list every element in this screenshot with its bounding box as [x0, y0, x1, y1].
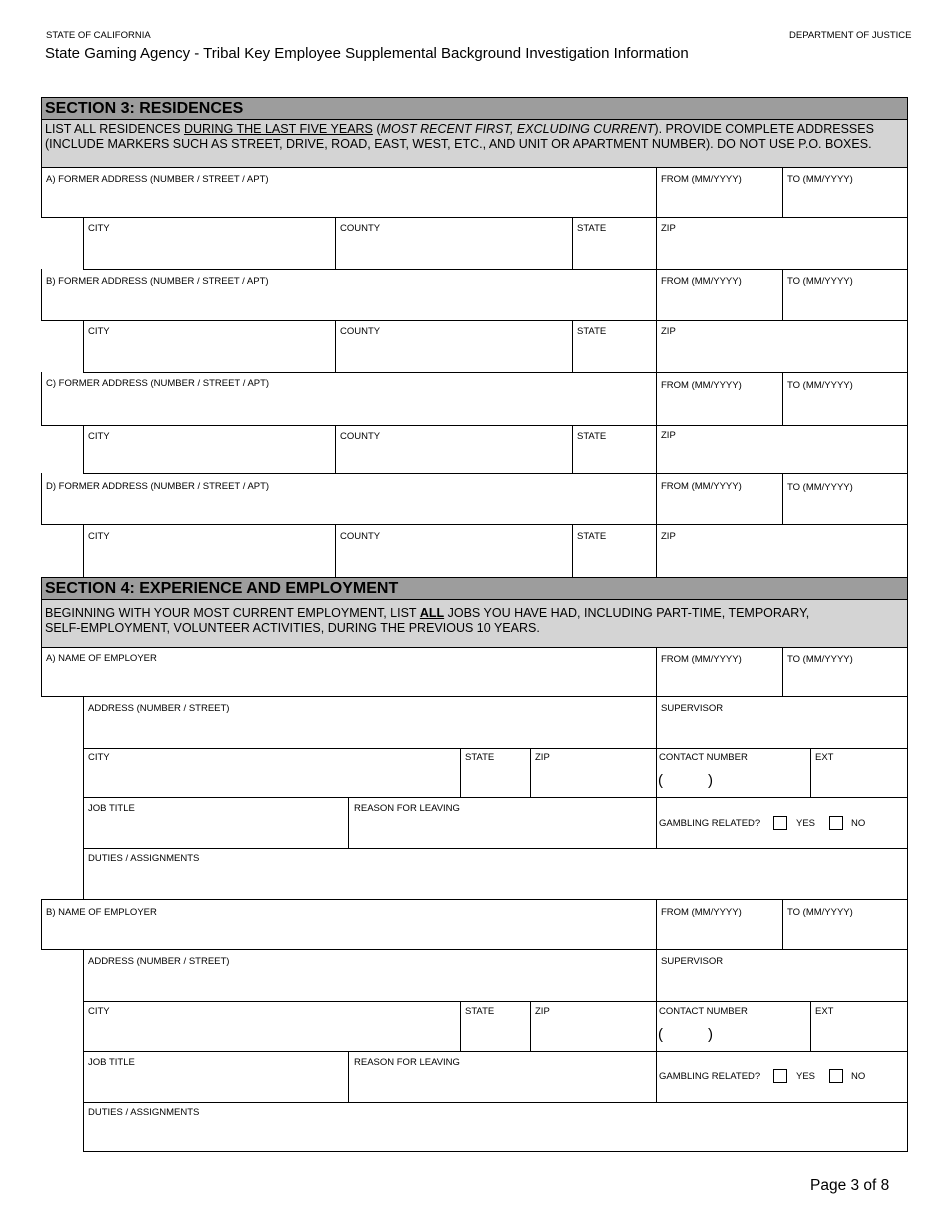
- emp-a-paren-close: ): [708, 772, 713, 789]
- emp-b-ext-label: EXT: [815, 1006, 834, 1017]
- emp-b-no-label: NO: [851, 1071, 866, 1082]
- res-a-state-label: STATE: [577, 223, 607, 234]
- emp-b-contact-label: CONTACT NUMBER: [659, 1006, 748, 1017]
- res-c-zip-label: ZIP: [661, 430, 676, 441]
- emp-a-contact-label: CONTACT NUMBER: [659, 752, 748, 763]
- emp-b-state-label: STATE: [465, 1006, 495, 1017]
- res-c-address-label: C) FORMER ADDRESS (NUMBER / STREET / APT): [46, 378, 270, 389]
- res-d-from-label: FROM (MM/YYYY): [661, 481, 742, 492]
- emp-b-job-title-label: JOB TITLE: [88, 1057, 135, 1068]
- res-d-city-label: CITY: [88, 531, 110, 542]
- res-c-to-label: TO (MM/YYYY): [787, 380, 853, 391]
- emp-b-paren-open: (: [658, 1026, 663, 1043]
- emp-b-duties-label: DUTIES / ASSIGNMENTS: [88, 1107, 200, 1118]
- emp-a-duties-label: DUTIES / ASSIGNMENTS: [88, 853, 200, 864]
- res-b-city-label: CITY: [88, 326, 110, 337]
- res-d-to-label: TO (MM/YYYY): [787, 482, 853, 493]
- res-c-state-label: STATE: [577, 431, 607, 442]
- section4-instructions: BEGINNING WITH YOUR MOST CURRENT EMPLOYMENT, LIST ALL JOBS YOU HAVE HAD, INCLUDING PART-TIME, TEMPORARY, SELF-EMPLOYMENT, VOLUNTEER ACTIVITIES, DURING THE PREVIOUS 10 YEARS.: [41, 600, 908, 647]
- res-b-address-label: B) FORMER ADDRESS (NUMBER / STREET / APT): [46, 276, 269, 287]
- section3-instructions: LIST ALL RESIDENCES DURING THE LAST FIVE YEARS (MOST RECENT FIRST, EXCLUDING CURRENT). PROVIDE COMPLETE ADDRESSES (INCLUDE MARKERS SUCH AS STREET, DRIVE, ROAD, EAST, WEST, ETC., AND UNIT OR APARTMENT NUMBER). DO NOT USE P.O. BOXES.: [41, 120, 908, 167]
- emp-b-gambling-no-checkbox[interactable]: [829, 1069, 843, 1083]
- res-d-county-label: COUNTY: [340, 531, 381, 542]
- emp-a-name-label: A) NAME OF EMPLOYER: [46, 653, 157, 664]
- page-number: Page 3 of 8: [810, 1177, 890, 1194]
- emp-a-address-label: ADDRESS (NUMBER / STREET): [88, 703, 230, 714]
- emp-a-ext-label: EXT: [815, 752, 834, 763]
- emp-b-to-label: TO (MM/YYYY): [787, 907, 853, 918]
- res-b-from-label: FROM (MM/YYYY): [661, 276, 742, 287]
- emp-a-zip-label: ZIP: [535, 752, 550, 763]
- res-a-city-label: CITY: [88, 223, 110, 234]
- emp-a-paren-open: (: [658, 772, 663, 789]
- res-d-state-label: STATE: [577, 531, 607, 542]
- emp-b-gambling-yes-checkbox[interactable]: [773, 1069, 787, 1083]
- emp-a-gambling-no-checkbox[interactable]: [829, 816, 843, 830]
- res-a-from-label: FROM (MM/YYYY): [661, 174, 742, 185]
- res-a-address-label: A) FORMER ADDRESS (NUMBER / STREET / APT): [46, 174, 269, 185]
- emp-b-name-label: B) NAME OF EMPLOYER: [46, 907, 157, 918]
- emp-b-reason-label: REASON FOR LEAVING: [354, 1057, 460, 1068]
- emp-b-supervisor-label: SUPERVISOR: [661, 956, 724, 967]
- emp-a-no-label: NO: [851, 818, 866, 829]
- section4-heading: SECTION 4: EXPERIENCE AND EMPLOYMENT: [41, 577, 908, 600]
- emp-a-to-label: TO (MM/YYYY): [787, 654, 853, 665]
- res-b-to-label: TO (MM/YYYY): [787, 276, 853, 287]
- res-a-to-label: TO (MM/YYYY): [787, 174, 853, 185]
- res-d-zip-label: ZIP: [661, 531, 676, 542]
- res-d-address-label: D) FORMER ADDRESS (NUMBER / STREET / APT): [46, 481, 270, 492]
- department-label: DEPARTMENT OF JUSTICE: [789, 30, 912, 41]
- emp-b-paren-close: ): [708, 1026, 713, 1043]
- emp-a-reason-label: REASON FOR LEAVING: [354, 803, 460, 814]
- form-title: State Gaming Agency - Tribal Key Employee Supplemental Background Investigation Information: [45, 45, 689, 62]
- res-c-county-label: COUNTY: [340, 431, 381, 442]
- section3-heading: SECTION 3: RESIDENCES: [41, 97, 908, 120]
- emp-a-from-label: FROM (MM/YYYY): [661, 654, 742, 665]
- res-a-zip-label: ZIP: [661, 223, 676, 234]
- emp-a-supervisor-label: SUPERVISOR: [661, 703, 724, 714]
- emp-a-yes-label: YES: [796, 818, 816, 829]
- res-b-zip-label: ZIP: [661, 326, 676, 337]
- res-a-county-label: COUNTY: [340, 223, 381, 234]
- emp-a-gambling-label: GAMBLING RELATED?: [659, 818, 761, 829]
- res-c-from-label: FROM (MM/YYYY): [661, 380, 742, 391]
- emp-b-gambling-label: GAMBLING RELATED?: [659, 1071, 761, 1082]
- emp-a-gambling-yes-checkbox[interactable]: [773, 816, 787, 830]
- emp-b-address-label: ADDRESS (NUMBER / STREET): [88, 956, 230, 967]
- emp-a-state-label: STATE: [465, 752, 495, 763]
- emp-b-from-label: FROM (MM/YYYY): [661, 907, 742, 918]
- res-b-state-label: STATE: [577, 326, 607, 337]
- res-b-county-label: COUNTY: [340, 326, 381, 337]
- emp-b-zip-label: ZIP: [535, 1006, 550, 1017]
- emp-a-job-title-label: JOB TITLE: [88, 803, 135, 814]
- state-label: STATE OF CALIFORNIA: [46, 30, 151, 41]
- emp-a-city-label: CITY: [88, 752, 110, 763]
- emp-b-city-label: CITY: [88, 1006, 110, 1017]
- emp-b-yes-label: YES: [796, 1071, 816, 1082]
- res-c-city-label: CITY: [88, 431, 110, 442]
